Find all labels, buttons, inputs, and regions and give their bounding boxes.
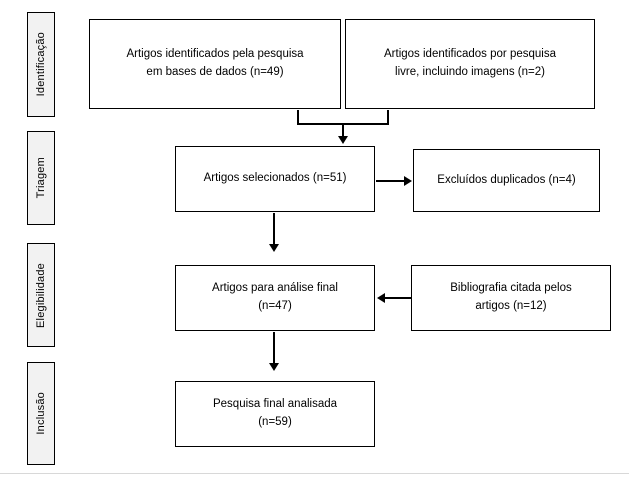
stage-label-identificacao bbox=[27, 12, 55, 117]
stage-label-inclusao-text: Inclusão bbox=[35, 392, 47, 435]
arrowhead-to-selecionados bbox=[338, 136, 348, 144]
node-analise-final-line1: Artigos para análise final bbox=[212, 282, 338, 295]
arrowhead-to-analise-final-left bbox=[377, 293, 385, 303]
bracket-right-tick bbox=[387, 110, 389, 124]
node-analise-final-text bbox=[212, 280, 338, 316]
node-selecionados-text bbox=[204, 170, 347, 188]
node-identificados-bases-text bbox=[126, 46, 303, 82]
node-identificados-livre bbox=[345, 19, 595, 109]
node-analise-final-line2: (n=47) bbox=[258, 300, 292, 312]
node-bibliografia-citada-line2: artigos (n=12) bbox=[475, 300, 547, 312]
node-selecionados bbox=[175, 146, 375, 212]
node-identificados-livre-text bbox=[384, 46, 556, 82]
node-identificados-bases-line2: em bases de dados (n=49) bbox=[146, 66, 284, 78]
node-identificados-livre-line2: livre, incluindo imagens (n=2) bbox=[395, 66, 545, 78]
node-analise-final bbox=[175, 265, 375, 331]
node-identificados-bases-line1: Artigos identificados pela pesquisa bbox=[126, 48, 304, 61]
node-identificados-livre-line1: Artigos identificados por pesquisa bbox=[384, 48, 556, 61]
stage-label-triagem bbox=[27, 131, 55, 225]
stage-label-identificacao-text: Identificação bbox=[35, 32, 47, 97]
node-selecionados-line1: Artigos selecionados (n=51) bbox=[203, 172, 347, 185]
arrowhead-to-pesquisa bbox=[269, 363, 279, 371]
node-excluidos-duplicados-text bbox=[437, 172, 575, 190]
node-identificados-bases bbox=[89, 19, 341, 109]
node-bibliografia-citada-line1: Bibliografia citada pelos bbox=[450, 282, 572, 295]
stage-label-elegibilidade-text: Elegibilidade bbox=[35, 262, 47, 328]
connector-selecionados-to-analise bbox=[273, 213, 275, 245]
node-pesquisa-final bbox=[175, 381, 375, 447]
connector-analise-to-pesquisa bbox=[273, 332, 275, 364]
stage-label-triagem-text: Triagem bbox=[35, 157, 47, 199]
stage-label-elegibilidade bbox=[27, 243, 55, 347]
connector-bibliografia-to-analise bbox=[385, 297, 412, 299]
node-pesquisa-final-line2: (n=59) bbox=[258, 416, 292, 428]
arrowhead-to-excluidos bbox=[404, 176, 412, 186]
node-bibliografia-citada bbox=[411, 265, 611, 331]
node-bibliografia-citada-text bbox=[450, 280, 571, 316]
node-pesquisa-final-line1: Pesquisa final analisada bbox=[212, 398, 338, 411]
node-excluidos-duplicados bbox=[413, 149, 600, 212]
node-pesquisa-final-text bbox=[213, 396, 337, 432]
stage-label-inclusao bbox=[27, 362, 55, 465]
bottom-divider bbox=[0, 473, 629, 474]
node-excluidos-duplicados-line1: Excluídos duplicados (n=4) bbox=[437, 173, 576, 186]
connector-selecionados-to-excluidos bbox=[376, 180, 405, 182]
bracket-left-tick bbox=[297, 110, 299, 124]
bracket-stem bbox=[342, 123, 344, 137]
arrowhead-to-analise bbox=[269, 244, 279, 252]
